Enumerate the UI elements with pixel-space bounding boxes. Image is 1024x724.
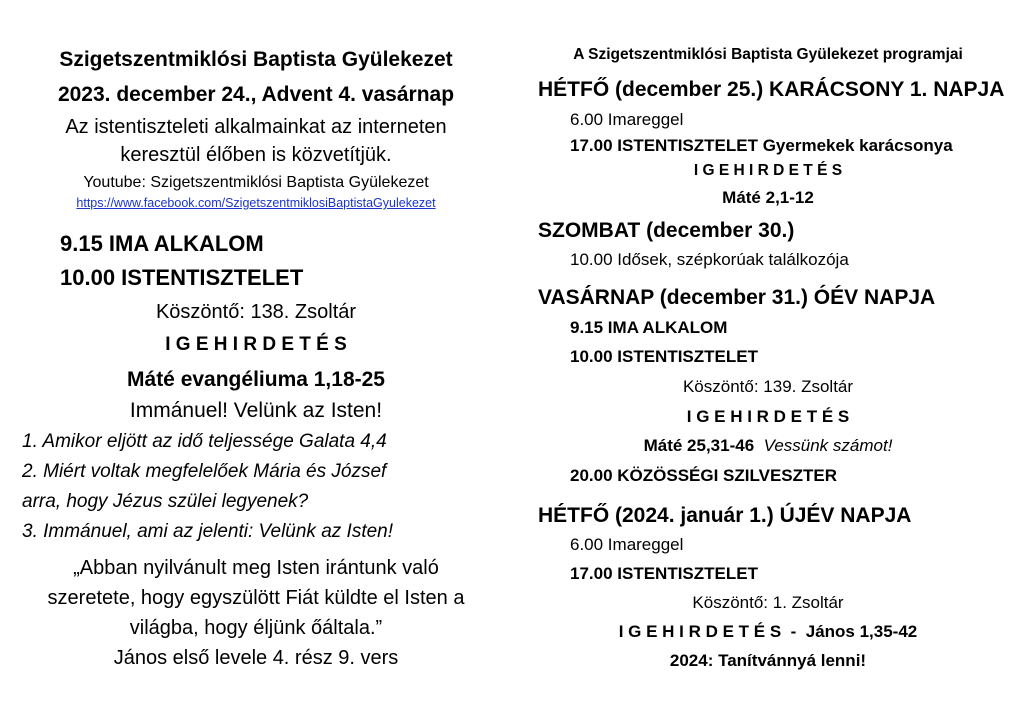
mon-jan1-greeting: Köszöntő: 1. Zsoltár <box>692 593 844 612</box>
sun-dec31-heading: VASÁRNAP (december 31.) ÓÉV NAPJA <box>538 286 936 309</box>
scripture-reading: Máté evangéliuma 1,18-25 <box>127 368 385 391</box>
sun-dec31-item-3: 20.00 KÖZÖSSÉGI SZILVESZTER <box>570 466 838 485</box>
service-time: 10.00 ISTENTISZTELET <box>60 265 304 290</box>
stream-info-line-1: Az istentiszteleti alkalmainkat az interneten <box>65 116 447 138</box>
mon-jan1-item-2: 17.00 ISTENTISZTELET <box>570 564 758 583</box>
quote-line-1: „Abban nyilvánult meg Isten irántunk való <box>73 557 439 579</box>
sun-dec31-item-1: 9.15 IMA ALKALOM <box>570 318 728 337</box>
sat-dec30-heading: SZOMBAT (december 30.) <box>538 219 795 242</box>
service-date: 2023. december 24., Advent 4. vasárnap <box>57 83 455 106</box>
mon-dec25-sermon-label: I G E H I R D E T É S <box>693 162 843 179</box>
sun-dec31-item-2: 10.00 ISTENTISZTELET <box>570 347 758 366</box>
sun-dec31-reading: Máté 25,31-46 <box>643 436 755 455</box>
stream-info-line-2: keresztül élőben is közvetítjük. <box>120 144 392 166</box>
facebook-link[interactable]: https://www.facebook.com/SzigetszentmiklosiBaptistaGyulekezet <box>76 196 436 210</box>
mon-dec25-reading: Máté 2,1-12 <box>722 188 814 207</box>
quote-line-2: szeretete, hogy egyszülött Fiát küldte el Isten a <box>47 587 465 609</box>
mon-jan1-item-1: 6.00 Imareggel <box>570 535 684 554</box>
sun-dec31-reading-row <box>512 437 1024 454</box>
youtube-info: Youtube: Szigetszentmiklósi Baptista Gyülekezet <box>83 174 429 191</box>
yearly-motto: 2024: Tanítvánnyá lenni! <box>669 651 867 670</box>
quote-line-3: világba, hogy éljünk őáltala.” <box>129 617 383 639</box>
programs-title: A Szigetszentmiklósi Baptista Gyülekezet programjai <box>573 46 963 63</box>
mon-jan1-sermon-label: I G E H I R D E T É S - János 1,35-42 <box>618 622 918 641</box>
quote-reference: János első levele 4. rész 9. vers <box>113 647 399 669</box>
mon-dec25-item-1: 6.00 Imareggel <box>570 110 684 129</box>
sun-dec31-greeting: Köszöntő: 139. Zsoltár <box>682 377 854 396</box>
greeting-psalm: Köszöntő: 138. Zsoltár <box>155 301 357 323</box>
sermon-theme: Immánuel! Velünk az Isten! <box>129 399 383 422</box>
prayer-time: 9.15 IMA ALKALOM <box>60 231 264 256</box>
sun-dec31-sermon-label: I G E H I R D E T É S <box>686 407 850 426</box>
sermon-label: I G E H I R D E T É S <box>165 334 347 355</box>
sermon-point-3: 3. Immánuel, ami az jelenti: Velünk az Isten! <box>22 521 394 542</box>
sun-dec31-reading-title: Vessünk számot! <box>763 436 893 455</box>
mon-dec25-heading: HÉTFŐ (december 25.) KARÁCSONY 1. NAPJA <box>538 78 1005 101</box>
sat-dec30-item-1: 10.00 Idősek, szépkorúak találkozója <box>570 250 849 269</box>
sermon-point-2b: arra, hogy Jézus szülei legyenek? <box>22 491 309 512</box>
mon-dec25-item-2: 17.00 ISTENTISZTELET Gyermekek karácsonya <box>570 136 953 155</box>
sermon-point-1: 1. Amikor eljött az idő teljessége Galata 4,4 <box>22 431 387 452</box>
sermon-point-2a: 2. Miért voltak megfelelőek Mária és József <box>22 461 387 482</box>
mon-jan1-heading: HÉTFŐ (2024. január 1.) ÚJÉV NAPJA <box>538 504 912 527</box>
facebook-link-row <box>0 197 512 210</box>
church-name: Szigetszentmiklósi Baptista Gyülekezet <box>59 48 453 71</box>
